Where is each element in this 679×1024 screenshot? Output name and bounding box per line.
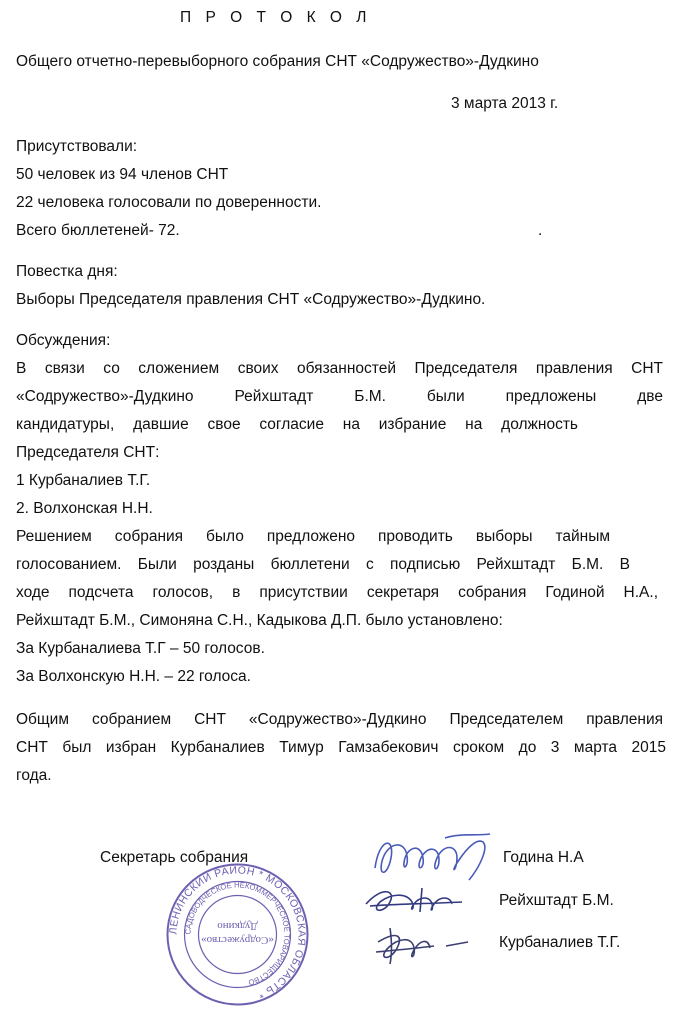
organization-stamp	[165, 862, 310, 1007]
discussion-line: голосованием. Были розданы бюллетени с подписью Рейхштадт Б.М. В	[16, 556, 630, 573]
signatory-name: Година Н.А	[503, 849, 584, 866]
stamp-center-text: «Содружество»	[201, 934, 274, 946]
discussion-line: Рейхштадт Б.М., Симоняна С.Н., Кадыкова Д.П. было установлено:	[16, 612, 503, 629]
signature-kurbanaliev	[368, 922, 473, 967]
discussion-line: ходе подсчета голосов, в присутствии секретаря собрания Годиной Н.А.,	[16, 584, 658, 601]
agenda-heading: Повестка дня:	[16, 263, 118, 280]
discussion-line: «Содружество»-Дудкино Рейхштадт Б.М. были предложены две	[16, 388, 663, 405]
signature-reyhshtadt	[362, 882, 472, 920]
candidate-item: 1 Курбаналиев Т.Г.	[16, 472, 151, 489]
discussion-line: В связи со сложением своих обязанностей Председателя правления СНТ	[16, 360, 663, 377]
document-subtitle: Общего отчетно-перевыборного собрания СНТ «Содружество»-Дудкино	[16, 53, 539, 70]
signatory-name: Рейхштадт Б.М.	[499, 892, 614, 909]
conclusion-line: Общим собранием СНТ «Содружество»-Дудкино Председателем правления	[16, 711, 663, 728]
agenda-text: Выборы Председателя правления СНТ «Содружество»-Дудкино.	[16, 291, 486, 308]
vote-result: За Курбаналиева Т.Г – 50 голосов.	[16, 640, 265, 657]
present-line: Всего бюллетеней- 72.	[16, 222, 180, 239]
conclusion-line: СНТ был избран Курбаналиев Тимур Гамзабекович сроком до 3 марта 2015	[16, 739, 666, 756]
present-line: 22 человека голосовали по доверенности.	[16, 194, 322, 211]
document-date: 3 марта 2013 г.	[451, 95, 559, 112]
discussion-line: Решением собрания было предложено проводить выборы тайным	[16, 528, 610, 545]
document-title: П Р О Т О К О Л	[180, 9, 372, 26]
signatory-name: Курбаналиев Т.Г.	[499, 934, 621, 951]
stray-dot: .	[538, 222, 543, 239]
signature-secretary	[365, 828, 510, 888]
stamp-inner-text: САДОВОДЧЕСКОЕ НЕКОММЕРЧЕСКОЕ ТОВАРИЩЕСТВО	[183, 880, 292, 988]
stamp-outer-text: ЛЕНИНСКИЙ РАЙОН * МОСКОВСКАЯ ОБЛАСТЬ *	[167, 864, 308, 1001]
present-line: 50 человек из 94 членов СНТ	[16, 166, 229, 183]
candidate-item: 2. Волхонская Н.Н.	[16, 500, 153, 517]
secretary-label: Секретарь собрания	[100, 849, 249, 866]
discussion-line: Председателя СНТ:	[16, 444, 160, 461]
discussion-line: кандидатуры, давшие свое согласие на избрание на должность	[16, 416, 578, 433]
discussion-heading: Обсуждения:	[16, 332, 111, 349]
stamp-center-text: Дудкино	[217, 920, 258, 932]
conclusion-line: года.	[16, 767, 52, 784]
present-heading: Присутствовали:	[16, 138, 138, 155]
vote-result: За Волхонскую Н.Н. – 22 голоса.	[16, 668, 251, 685]
